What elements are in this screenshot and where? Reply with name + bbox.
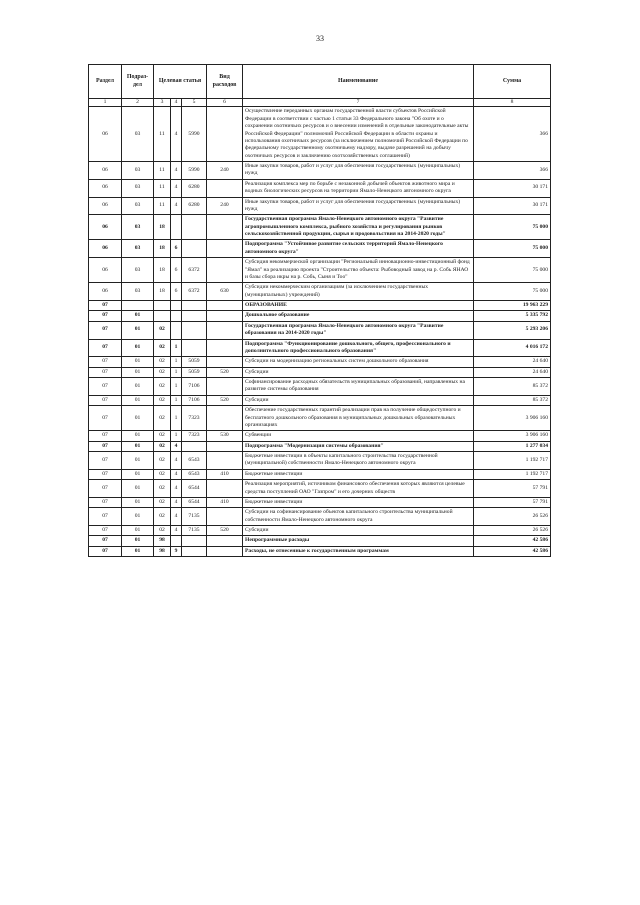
cell-target-program: 02 [154,497,171,507]
table-row [89,301,551,311]
cell-sum: 4 016 172 [474,339,551,357]
cell-razdel: 07 [89,395,122,405]
cell-target-subprogram: 1 [171,357,182,367]
cell-razdel: 06 [89,162,122,180]
cell-razdel: 07 [89,480,122,498]
cell-target-subprogram: 6 [171,258,182,283]
cell-name: Бюджетные инвестиции [243,497,474,507]
cell-target-direction: 7106 [182,378,207,396]
cell-razdel: 06 [89,215,122,240]
cell-target-subprogram: 1 [171,378,182,396]
cell-razdel: 07 [89,406,122,431]
cell-target-program [154,301,171,311]
cell-target-direction: 6543 [182,469,207,479]
cell-razdel: 06 [89,197,122,215]
cell-target-direction: 5059 [182,357,207,367]
cell-target-direction [182,321,207,339]
cell-sum: 57 791 [474,480,551,498]
table-row [89,258,551,283]
cell-sum: 5 293 206 [474,321,551,339]
cell-podrazdel: 01 [122,441,154,451]
cell-target-program: 02 [154,357,171,367]
table-row [89,546,551,556]
cell-podrazdel: 01 [122,367,154,377]
cell-razdel: 06 [89,179,122,197]
cell-name: Осуществление переданных органам государственной власти субъектов Российской Федерации в соответствии с частью 1 статьи 33 Федерального закона "Об охоте и о сохранении охотничьих ресурсов и о внесении изменений в отдельные законодательные акты Российской Федерации" полномочий Российской Федерации в области охраны и использования охотничьих ресурсов (за исключением полномочий Российской Федерации по федеральному государственному охотничьему надзору, выдаче разрешений на добычу охотничьих ресурсов и заключению охотхозяйственных соглашений) [243,107,474,162]
cell-vid [207,215,243,240]
cell-target-subprogram: 4 [171,508,182,526]
cell-target-direction: 6372 [182,283,207,301]
cell-target-program: 98 [154,536,171,546]
cell-target-subprogram: 6 [171,240,182,258]
cell-sum: 5 335 792 [474,311,551,321]
table-row [89,107,551,162]
table-row [89,339,551,357]
cell-target-subprogram: 9 [171,546,182,556]
cell-vid: 530 [207,431,243,441]
cell-vid: 410 [207,469,243,479]
cell-target-subprogram [171,536,182,546]
cell-vid [207,179,243,197]
cell-vid [207,508,243,526]
cell-target-direction [182,546,207,556]
cell-name: Субсидии [243,526,474,536]
cell-sum: 42 586 [474,546,551,556]
cell-name: Иные закупки товаров, работ и услуг для обеспечения государственных (муниципальных) нужд [243,197,474,215]
cell-target-direction: 5990 [182,162,207,180]
table-row [89,480,551,498]
cell-razdel: 07 [89,546,122,556]
cell-sum: 19 963 229 [474,301,551,311]
table-row [89,240,551,258]
cell-podrazdel: 01 [122,526,154,536]
header-razdel: Раздел [89,65,122,99]
cell-target-program: 02 [154,339,171,357]
column-number: 1 [89,99,122,107]
cell-name: Реализация мероприятий, источником финансового обеспечения которых являются целевые средства поступлений ОАО "Газпром" и его дочерних обществ [243,480,474,498]
cell-razdel: 07 [89,526,122,536]
cell-target-program: 11 [154,107,171,162]
table-row [89,508,551,526]
cell-razdel: 07 [89,339,122,357]
cell-name: Реализация комплекса мер по борьбе с незаконной добычей объектов животного мира и водных биологических ресурсов на территории Ямало-Ненецкого автономного округа [243,179,474,197]
cell-target-subprogram: 4 [171,179,182,197]
cell-vid [207,452,243,470]
column-numbering-row [89,99,551,107]
cell-sum: 366 [474,107,551,162]
cell-target-subprogram: 1 [171,367,182,377]
cell-vid: 630 [207,283,243,301]
cell-target-direction: 5059 [182,367,207,377]
cell-target-program: 98 [154,546,171,556]
cell-name: Подпрограмма "Функционирование дошкольного, общего, профессионального и дополнительного профессионального образования" [243,339,474,357]
cell-podrazdel: 03 [122,283,154,301]
cell-name: Государственная программа Ямало-Ненецкого автономного округа "Развитие образования на 2014-2020 годы" [243,321,474,339]
table-row [89,431,551,441]
cell-podrazdel: 01 [122,321,154,339]
cell-name: ОБРАЗОВАНИЕ [243,301,474,311]
table-row [89,395,551,405]
cell-name: Расходы, не отнесенные к государственным программам [243,546,474,556]
cell-target-subprogram: 4 [171,480,182,498]
cell-target-program: 02 [154,431,171,441]
cell-razdel: 07 [89,378,122,396]
cell-target-direction [182,339,207,357]
cell-target-subprogram: 4 [171,526,182,536]
cell-name: Субсидии [243,395,474,405]
cell-target-subprogram: 4 [171,162,182,180]
cell-razdel: 07 [89,301,122,311]
cell-target-subprogram: 1 [171,395,182,405]
cell-podrazdel: 03 [122,179,154,197]
cell-vid [207,536,243,546]
cell-sum: 75 000 [474,215,551,240]
page-number: 33 [316,34,324,43]
cell-name: Субсидии на софинансирование объектов капитального строительства муниципальной собственности Ямало-Ненецкого автономного округа [243,508,474,526]
cell-podrazdel: 01 [122,497,154,507]
cell-podrazdel: 01 [122,546,154,556]
cell-target-subprogram: 4 [171,497,182,507]
header-sum: Сумма [474,65,551,99]
cell-name: Субсидия некоммерческой организации "Региональный инновационно-инвестиционный фонд "Ямал" на реализацию проекта "Строительство объекта: Рыбоводный завод на р. Собь ЯНАО и базы сбора икры на р. Собь, Сыня и Тоо" [243,258,474,283]
cell-sum: 24 640 [474,367,551,377]
cell-sum: 24 640 [474,357,551,367]
table-row [89,378,551,396]
cell-name: Софинансирование расходных обязательств муниципальных образований, направленных на развитие системы образования [243,378,474,396]
cell-vid: 520 [207,395,243,405]
cell-razdel: 07 [89,441,122,451]
cell-target-subprogram: 4 [171,441,182,451]
cell-target-subprogram: 4 [171,197,182,215]
cell-name: Бюджетные инвестиции [243,469,474,479]
cell-vid [207,378,243,396]
cell-razdel: 06 [89,107,122,162]
cell-target-program: 18 [154,258,171,283]
column-number: 7 [243,99,474,107]
header-podrazdel: Подраз-дел [122,65,154,99]
cell-target-program: 02 [154,378,171,396]
cell-razdel: 07 [89,367,122,377]
cell-name: Подпрограмма "Устойчивое развитие сельских территорий Ямало-Ненецкого автономного округа" [243,240,474,258]
cell-podrazdel [122,301,154,311]
cell-podrazdel: 01 [122,469,154,479]
cell-sum: 57 791 [474,497,551,507]
cell-target-direction: 6543 [182,452,207,470]
cell-razdel: 07 [89,431,122,441]
header-target: Целевая статья [154,65,207,99]
table-row [89,406,551,431]
cell-name: Подпрограмма "Модернизация системы образования" [243,441,474,451]
cell-target-direction [182,441,207,451]
cell-name: Дошкольное образование [243,311,474,321]
table-row [89,441,551,451]
cell-target-program: 02 [154,480,171,498]
table-row [89,367,551,377]
table-row [89,469,551,479]
table-row [89,179,551,197]
cell-name: Субвенции [243,431,474,441]
table-row [89,526,551,536]
cell-vid [207,301,243,311]
cell-sum: 85 372 [474,378,551,396]
cell-name: Иные закупки товаров, работ и услуг для обеспечения государственных (муниципальных) нужд [243,162,474,180]
column-number: 8 [474,99,551,107]
cell-target-subprogram [171,215,182,240]
budget-table [88,64,551,557]
cell-podrazdel: 01 [122,378,154,396]
table-row [89,497,551,507]
cell-target-program: 18 [154,240,171,258]
table-row [89,215,551,240]
cell-target-subprogram [171,301,182,311]
cell-vid [207,107,243,162]
column-number: 6 [207,99,243,107]
cell-target-direction: 5990 [182,107,207,162]
cell-sum: 1 192 717 [474,469,551,479]
cell-target-program: 02 [154,441,171,451]
cell-razdel: 07 [89,536,122,546]
cell-vid [207,311,243,321]
cell-razdel: 07 [89,321,122,339]
cell-sum: 1 277 034 [474,441,551,451]
cell-name: Обеспечение государственных гарантий реализации прав на получение общедоступного и бесплатного дошкольного образования в муниципальных дошкольных образовательных организациях [243,406,474,431]
table-row [89,357,551,367]
cell-podrazdel: 01 [122,508,154,526]
cell-vid [207,258,243,283]
cell-podrazdel: 01 [122,311,154,321]
table-row [89,536,551,546]
cell-podrazdel: 03 [122,197,154,215]
cell-target-direction: 7323 [182,406,207,431]
header-vid: Вид расходов [207,65,243,99]
table-row [89,311,551,321]
cell-sum: 75 000 [474,240,551,258]
cell-vid: 520 [207,526,243,536]
cell-sum: 1 192 717 [474,452,551,470]
cell-podrazdel: 01 [122,406,154,431]
cell-target-subprogram: 4 [171,452,182,470]
cell-sum: 85 372 [474,395,551,405]
cell-razdel: 06 [89,258,122,283]
cell-razdel: 06 [89,283,122,301]
cell-podrazdel: 03 [122,240,154,258]
cell-vid: 520 [207,367,243,377]
cell-sum: 30 171 [474,179,551,197]
cell-vid [207,357,243,367]
column-number: 4 [171,99,182,107]
table-row [89,321,551,339]
cell-podrazdel: 01 [122,357,154,367]
cell-target-program [154,311,171,321]
cell-podrazdel: 01 [122,536,154,546]
cell-target-direction: 7135 [182,508,207,526]
cell-name: Государственная программа Ямало-Ненецкого автономного округа "Развитие агропромышленного комплекса, рыбного хозяйства и регулирования рынков сельскохозяйственной продукции, сырья и продовольствия на 2014-2020 годы" [243,215,474,240]
column-number: 2 [122,99,154,107]
cell-sum: 3 906 160 [474,431,551,441]
cell-sum: 42 586 [474,536,551,546]
cell-target-direction: 6544 [182,497,207,507]
cell-vid [207,406,243,431]
cell-target-direction: 7135 [182,526,207,536]
cell-target-direction: 6280 [182,179,207,197]
table-row [89,162,551,180]
cell-name: Непрограммные расходы [243,536,474,546]
cell-vid [207,339,243,357]
cell-target-subprogram: 1 [171,406,182,431]
cell-razdel: 07 [89,311,122,321]
cell-vid [207,441,243,451]
cell-razdel: 06 [89,240,122,258]
cell-sum: 75 000 [474,258,551,283]
cell-target-program: 11 [154,162,171,180]
cell-vid [207,546,243,556]
cell-vid [207,240,243,258]
cell-sum: 3 906 160 [474,406,551,431]
cell-target-program: 02 [154,321,171,339]
cell-razdel: 07 [89,508,122,526]
cell-razdel: 07 [89,357,122,367]
cell-target-subprogram: 6 [171,283,182,301]
cell-name: Субсидии на модернизацию региональных систем дошкольного образования [243,357,474,367]
cell-razdel: 07 [89,452,122,470]
cell-podrazdel: 01 [122,339,154,357]
cell-podrazdel: 01 [122,480,154,498]
cell-target-program: 02 [154,469,171,479]
cell-target-program: 02 [154,526,171,536]
cell-vid [207,480,243,498]
cell-podrazdel: 03 [122,215,154,240]
cell-target-program: 18 [154,215,171,240]
table-row [89,452,551,470]
cell-target-direction [182,311,207,321]
column-number: 3 [154,99,171,107]
cell-target-subprogram: 1 [171,431,182,441]
cell-podrazdel: 03 [122,258,154,283]
cell-target-subprogram: 1 [171,339,182,357]
cell-target-direction [182,301,207,311]
cell-sum: 26 526 [474,526,551,536]
cell-target-direction: 7106 [182,395,207,405]
table-body [89,107,551,557]
cell-target-program: 02 [154,452,171,470]
cell-podrazdel: 01 [122,431,154,441]
cell-target-direction: 6280 [182,197,207,215]
cell-razdel: 07 [89,497,122,507]
cell-name: Субсидии некоммерческим организациям (за исключением государственных (муниципальных) учреждений) [243,283,474,301]
cell-sum: 30 171 [474,197,551,215]
cell-vid: 240 [207,197,243,215]
cell-target-program: 02 [154,406,171,431]
cell-razdel: 07 [89,469,122,479]
cell-target-subprogram: 4 [171,107,182,162]
cell-target-direction: 7323 [182,431,207,441]
cell-target-subprogram [171,311,182,321]
cell-podrazdel: 03 [122,107,154,162]
cell-podrazdel: 01 [122,452,154,470]
cell-target-direction [182,240,207,258]
table-row [89,197,551,215]
cell-name: Субсидии [243,367,474,377]
column-number: 5 [182,99,207,107]
cell-podrazdel: 03 [122,162,154,180]
cell-target-program: 02 [154,395,171,405]
cell-target-subprogram: 4 [171,469,182,479]
cell-target-direction [182,536,207,546]
cell-podrazdel: 01 [122,395,154,405]
cell-name: Бюджетные инвестиции в объекты капитального строительства государственной (муниципальной) собственности Ямало-Ненецкого автономного округа [243,452,474,470]
cell-target-program: 11 [154,197,171,215]
header-name: Наименование [243,65,474,99]
cell-vid [207,321,243,339]
table-row [89,283,551,301]
cell-target-program: 11 [154,179,171,197]
cell-target-subprogram [171,321,182,339]
cell-target-program: 02 [154,508,171,526]
table-header-row [89,65,551,99]
cell-target-direction: 6372 [182,258,207,283]
cell-vid: 240 [207,162,243,180]
cell-target-program: 18 [154,283,171,301]
cell-sum: 75 000 [474,283,551,301]
cell-sum: 366 [474,162,551,180]
cell-vid: 410 [207,497,243,507]
cell-sum: 26 526 [474,508,551,526]
cell-target-direction: 6544 [182,480,207,498]
cell-target-direction [182,215,207,240]
cell-target-program: 02 [154,367,171,377]
